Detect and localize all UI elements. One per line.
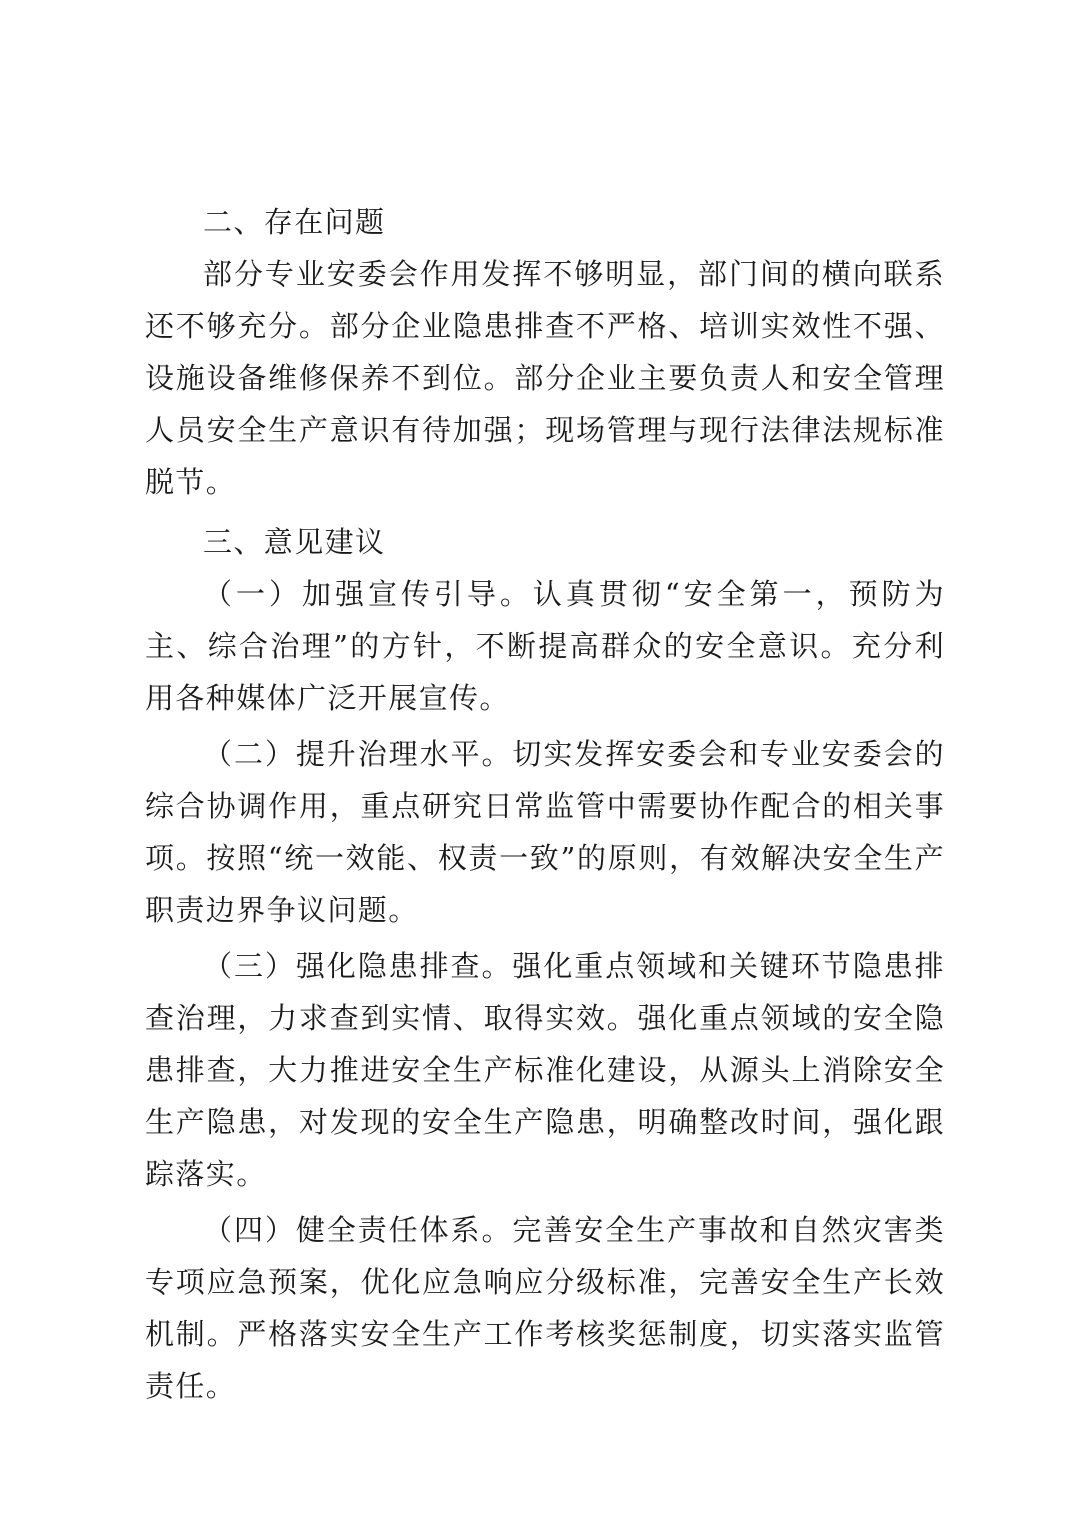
- suggestion-item-3-body: 强化重点领域和关键环节隐患排查治理，力求查到实情、取得实效。强化重点领域的安全隐患排查，大力推进安全生产标准化建设，从源头上消除安全生产隐患，对发现的安全生产隐患，明确整改时间，强化跟踪落实。: [145, 949, 945, 1191]
- suggestion-item-4: [145, 1204, 945, 1412]
- suggestion-item-2-lead: （二）提升治理水平。: [203, 737, 513, 771]
- suggestion-item-1-body: 认真贯彻“安全第一，预防为主、综合治理”的方针，不断提高群众的安全意识。充分利用各种媒体广泛开展宣传。: [145, 577, 945, 715]
- suggestion-item-2-body: 切实发挥安委会和专业安委会的综合协调作用，重点研究日常监管中需要协作配合的相关事项。按照“统一效能、权责一致”的原则，有效解决安全生产职责边界争议问题。: [145, 737, 945, 927]
- suggestion-item-3: [145, 940, 945, 1200]
- suggestion-item-1: [145, 568, 945, 724]
- suggestion-item-1-lead: （一）加强宣传引导。: [203, 577, 533, 611]
- section-2-paragraph: 部分专业安委会作用发挥不够明显，部门间的横向联系还不够充分。部分企业隐患排查不严格、培训实效性不强、设施设备维修保养不到位。部分企业主要负责人和安全管理人员安全生产意识有待加强；现场管理与现行法律法规标准脱节。: [145, 257, 945, 499]
- section-3-heading: 三、意见建议: [203, 525, 386, 559]
- suggestion-item-3-lead: （三）强化隐患排查。: [203, 949, 513, 983]
- document-body: [145, 196, 945, 1416]
- suggestion-item-2: [145, 728, 945, 936]
- suggestion-item-4-lead: （四）健全责任体系。: [203, 1213, 513, 1247]
- suggestion-item-4-body: 完善安全生产事故和自然灾害类专项应急预案，优化应急响应分级标准，完善安全生产长效机制。严格落实安全生产工作考核奖惩制度，切实落实监管责任。: [145, 1213, 945, 1403]
- section-2-heading: 二、存在问题: [203, 205, 386, 239]
